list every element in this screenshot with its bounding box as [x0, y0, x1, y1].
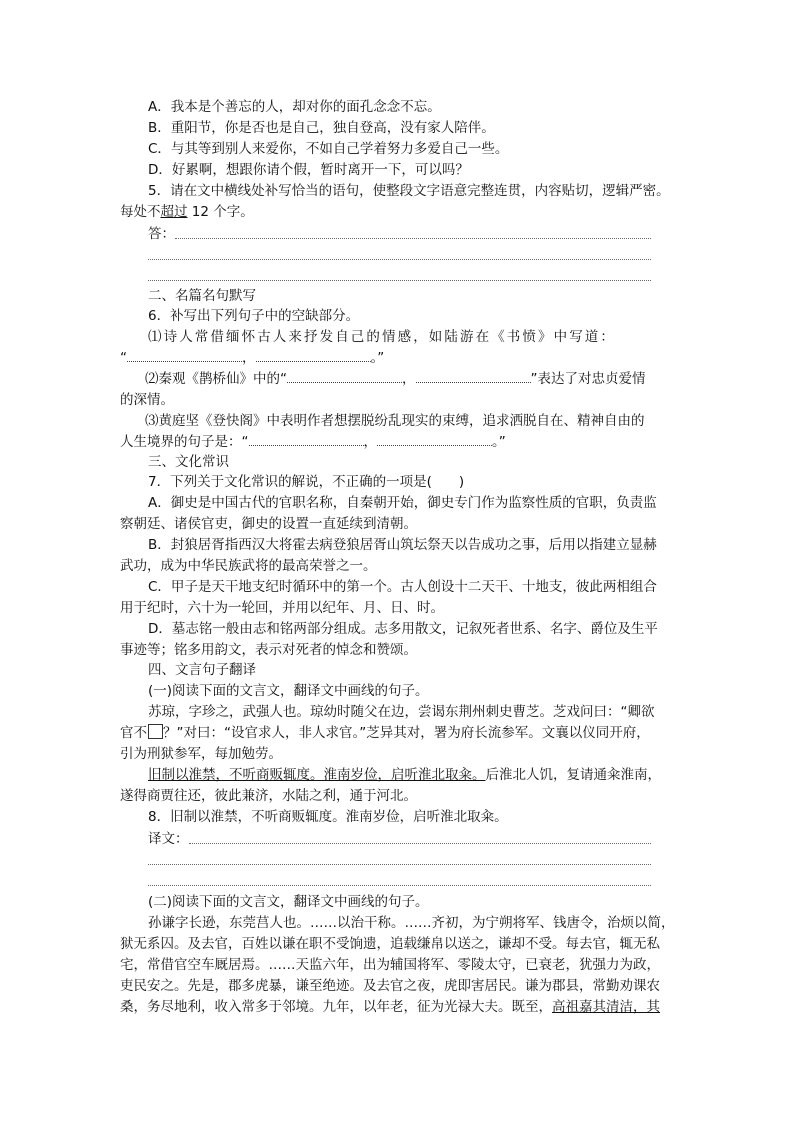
passage1-line2: [120, 723, 650, 743]
translation-line-1[interactable]: [189, 843, 651, 844]
missing-glyph-box: [148, 724, 163, 739]
q5-text-end: 12 个字。: [187, 204, 254, 220]
q6-prompt: 6．补写出下列句子中的空缺部分。: [148, 308, 360, 324]
q7-option-a-cont: 察朝廷、诸侯官吏，御史的设置一直延续到清朝。: [120, 516, 417, 532]
q5-answer-label: 答：: [148, 226, 175, 242]
q7-option-d: D．墓志铭一般由志和铭两部分组成。志多用散文，记叙死者世系、名字、爵位及生平: [148, 621, 658, 637]
q7-option-b: B．封狼居胥指西汉大将霍去病登狼居胥山筑坛祭天以告成功之事，后用以指建立显赫: [148, 537, 657, 553]
part2-title: (二)阅读下面的文言文，翻译文中画线的句子。: [148, 894, 429, 910]
blank-2[interactable]: [256, 348, 371, 362]
answer-line-1[interactable]: [175, 238, 651, 239]
passage1-text: 后淮北人饥，复请通籴淮南，: [485, 767, 661, 783]
blank-6[interactable]: [377, 432, 492, 446]
q6-item3-blanks: [120, 432, 506, 452]
q4-option-b: B．重阳节，你是否也是自己，独自登高，没有家人陪伴。: [148, 120, 495, 136]
q8-answer-label: 译文：: [148, 831, 189, 847]
passage1-line3: 引为刑狱参军，每加勉劳。: [120, 746, 282, 762]
q6-item1-blanks: [120, 348, 384, 368]
translation-line-2[interactable]: [148, 864, 651, 865]
part1-title: (一)阅读下面的文言文，翻译文中画线的句子。: [148, 683, 429, 699]
quote-open: “: [120, 350, 127, 366]
q6-item2-cont: 的深情。: [120, 392, 174, 408]
passage2-line4: 吏民安之。先是，郡多虎暴，谦至绝迹。及去官之夜，虎即害居民。谦为郡县，常勤劝课农: [120, 978, 660, 994]
underlined-sentence: 高祖嘉其清洁，其: [552, 999, 660, 1015]
q7-option-c: C．甲子是天干地支纪时循环中的第一个。古人创设十二天干、十地支，彼此两相组合: [148, 579, 657, 595]
q5-underlined: 超过: [160, 204, 188, 220]
passage1-line1: 苏琼，字珍之，武强人也。琼幼时随父在边，尝谒东荆州刺史曹芝。芝戏问曰：“卿欲: [148, 704, 655, 720]
passage2-line2: 狱无系囚。及去官，百姓以谦在职不受饷遗，追载缣帛以送之，谦却不受。每去官，辄无私: [120, 936, 660, 952]
q5-text: 每处不: [120, 204, 161, 220]
q5-prompt: 5．请在文中横线处补写恰当的语句，使整段文字语意完整连贯，内容贴切，逻辑严密。: [148, 183, 670, 199]
comma: ，: [242, 350, 256, 366]
q7-option-c-cont: 用于纪时，六十为一轮回，并用以纪年、月、日、时。: [120, 600, 444, 616]
q7-option-d-cont: 事迹等；铭多用韵文，表示对死者的悼念和赞颂。: [120, 642, 417, 658]
quote-close: 。”: [492, 434, 506, 450]
passage2-line1: 孙谦字长逊，东莞莒人也。……以治干称。……齐初，为宁朔将军、钱唐令，治烦以简，: [148, 915, 675, 931]
q5-prompt-cont: [120, 202, 254, 222]
q7-option-a: A．御史是中国古代的官职名称，自秦朝开始，御史专门作为监察性质的官职，负责监: [148, 495, 657, 511]
blank-1[interactable]: [127, 348, 242, 362]
q6-item2: [145, 369, 646, 389]
q6-item1: ⑴诗人常借缅怀古人来抒发自己的情感，如陆游在《书愤》中写道：: [148, 329, 616, 345]
answer-line-3[interactable]: [148, 280, 651, 281]
q8-prompt: 8．旧制以淮禁，不听商贩辄度。淮南岁俭，启听淮北取籴。: [148, 809, 508, 825]
q4-option-d: D．好累啊，想跟你请个假，暂时离开一下，可以吗？: [148, 162, 469, 178]
q7-option-b-cont: 武功，成为中华民族武将的最高荣誉之一。: [120, 558, 377, 574]
blank-4[interactable]: [416, 369, 531, 383]
passage2-line3: 宅，常借官空车厩居焉。……天监六年，出为辅国将军、零陵太守，已衰老，犹强力为政，: [120, 957, 660, 973]
passage1-text: 官不: [120, 725, 163, 741]
q6-item3: ⑶黄庭坚《登快阁》中表明作者想摆脱纷乱现实的束缚，追求洒脱自在、精神自由的: [145, 413, 645, 429]
passage2-text: 桑，务尽地利，收入常多于邻境。九年，以年老，征为光禄大夫。既至，: [120, 999, 552, 1015]
q4-option-a: A．我本是个善忘的人，却对你的面孔念念不忘。: [148, 99, 441, 115]
q7-prompt: 7．下列关于文化常识的解说，不正确的一项是( ): [148, 474, 465, 490]
underlined-sentence: 旧制以淮禁，不听商贩辄度。淮南岁俭，启听淮北取籴。: [148, 767, 486, 783]
section3-heading: 三、文化常识: [148, 454, 229, 470]
passage1-text-cont: ？”对曰：“设官求人，非人求官。”芝异其对，署为府长流参军。文襄以仪同开府，: [163, 725, 650, 741]
translation-line-3[interactable]: [148, 885, 651, 886]
q4-option-c: C．与其等到别人来爱你，不如自己学着努力多爱自己一些。: [148, 141, 509, 157]
comma: ，: [363, 434, 377, 450]
blank-3[interactable]: [287, 369, 402, 383]
blank-5[interactable]: [249, 432, 364, 446]
section2-heading: 二、名篇名句默写: [148, 288, 256, 304]
item2-text: ⑵秦观《鹊桥仙》中的“: [145, 371, 287, 387]
item3-text: 人生境界的句子是：“: [120, 434, 249, 450]
passage2-line5: [120, 997, 660, 1017]
comma: ，: [402, 371, 416, 387]
answer-line-2[interactable]: [148, 259, 651, 260]
quote-close: 。”: [370, 350, 385, 366]
item2-text-end: ”表达了对忠贞爱情: [530, 371, 646, 387]
passage1-line4: [148, 765, 661, 785]
section4-heading: 四、文言句子翻译: [148, 662, 256, 678]
passage1-line5: 遂得商贾往还，彼此兼济，水陆之利，通于河北。: [120, 788, 417, 804]
